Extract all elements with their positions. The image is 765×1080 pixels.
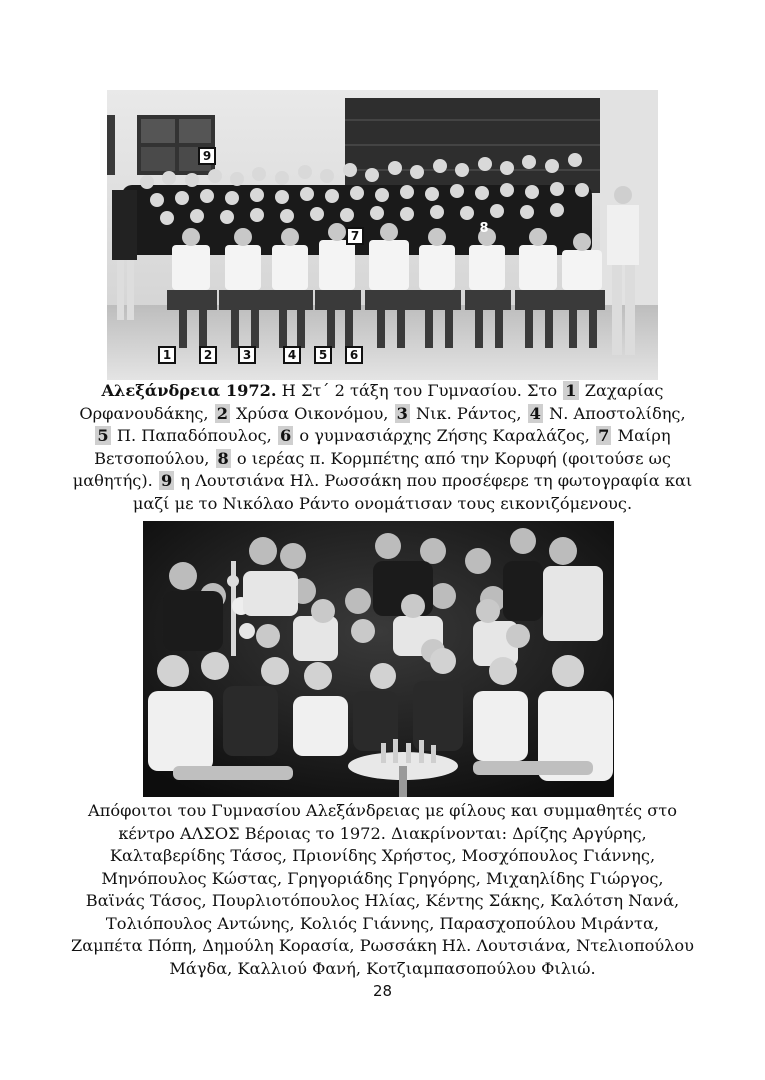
caption-lead: Αλεξάνδρεια 1972. xyxy=(101,381,277,400)
class-photo-1972 xyxy=(107,90,658,380)
caption-number-7: 7 xyxy=(598,426,610,445)
class-photo-image xyxy=(107,90,658,380)
caption-name-4: Ν. Αποστολίδης, xyxy=(543,403,686,423)
caption-number-8: 8 xyxy=(217,448,229,468)
person-marker-3: 3 xyxy=(238,346,256,364)
caption-number-2: 2 xyxy=(216,403,228,423)
caption-name-7: Μαίρη Βετσοπούλου, xyxy=(94,426,671,468)
caption-intro: Η Στ΄ 2 τάξη του Γυμνασίου. Στο xyxy=(276,381,563,400)
person-marker-7: 7 xyxy=(346,227,364,245)
graduates-photo-image xyxy=(143,521,614,797)
caption-name-6: ο γυμνασιάρχης Ζήσης Καραλάζος, xyxy=(294,426,596,445)
caption-class-photo xyxy=(70,380,695,515)
caption-name-3: Νικ. Ράντος, xyxy=(410,403,527,423)
person-marker-9: 9 xyxy=(198,147,216,165)
caption-number-1: 1 xyxy=(565,381,577,400)
caption-name-5: Π. Παπαδόπουλος, xyxy=(111,426,277,445)
person-marker-8: 8 xyxy=(479,221,489,236)
caption-graduates-photo: Απόφοιτοι του Γυμνασίου Αλεξάνδρειας με φίλους και συμμαθητές στο κέντρο ΑΛΣΟΣ Βέροιας το 1972. Διακρίνονται: Δρίζης Αργύρης, Καλταβερίδης Τάσος, Πριονίδης Χρήστος, Μοσχόπουλος Γιάννης, Μηνόπουλος Κώστας, Γρηγοριάδης Γρηγόρης, Μιχαηλίδης Γιώργος, Βαϊνάς Τάσος, Πουρλιοτόπουλος Ηλίας, Κέντης Σάκης, Καλότση Νανά, Τολιόπουλος Αντώνης, Κολιός Γιάννης, Παρασχοπούλου Μιράντα, Ζαμπέτα Πόπη, Δημούλη Κορασία, Ρωσσάκη Ηλ. Λουτσιάνα, Ντελιοπούλου Μάγδα, Καλλιού Φανή, Κοτζιαμπασοπούλου Φιλιώ. xyxy=(70,801,695,978)
page-number: 28 xyxy=(372,982,393,1000)
caption-number-3: 3 xyxy=(396,403,408,423)
person-marker-4: 4 xyxy=(283,346,301,364)
caption-name-9: η Λουτσιάνα Ηλ. Ρωσσάκη που προσέφερε τη φωτογραφία και μαζί με το Νικόλαο Ράντο ονομάτισαν τους εικονιζόμενους. xyxy=(132,471,693,513)
person-marker-6: 6 xyxy=(345,346,363,364)
caption-name-1: Ζαχαρίας Ορφανουδάκης, xyxy=(79,381,664,423)
caption-name-8: ο ιερέας π. Κορμπέτης από την Κορυφή (φοιτούσε ως μαθητής). xyxy=(72,448,671,490)
person-marker-5: 5 xyxy=(314,346,332,364)
person-marker-2: 2 xyxy=(199,346,217,364)
caption-name-2: Χρύσα Οικονόμου, xyxy=(230,403,394,423)
person-marker-1: 1 xyxy=(158,346,176,364)
caption-number-9: 9 xyxy=(160,471,173,490)
caption-number-6: 6 xyxy=(279,426,292,445)
caption-number-4: 4 xyxy=(529,403,541,423)
graduates-photo-alsos xyxy=(143,521,614,797)
caption-number-5: 5 xyxy=(97,426,109,445)
